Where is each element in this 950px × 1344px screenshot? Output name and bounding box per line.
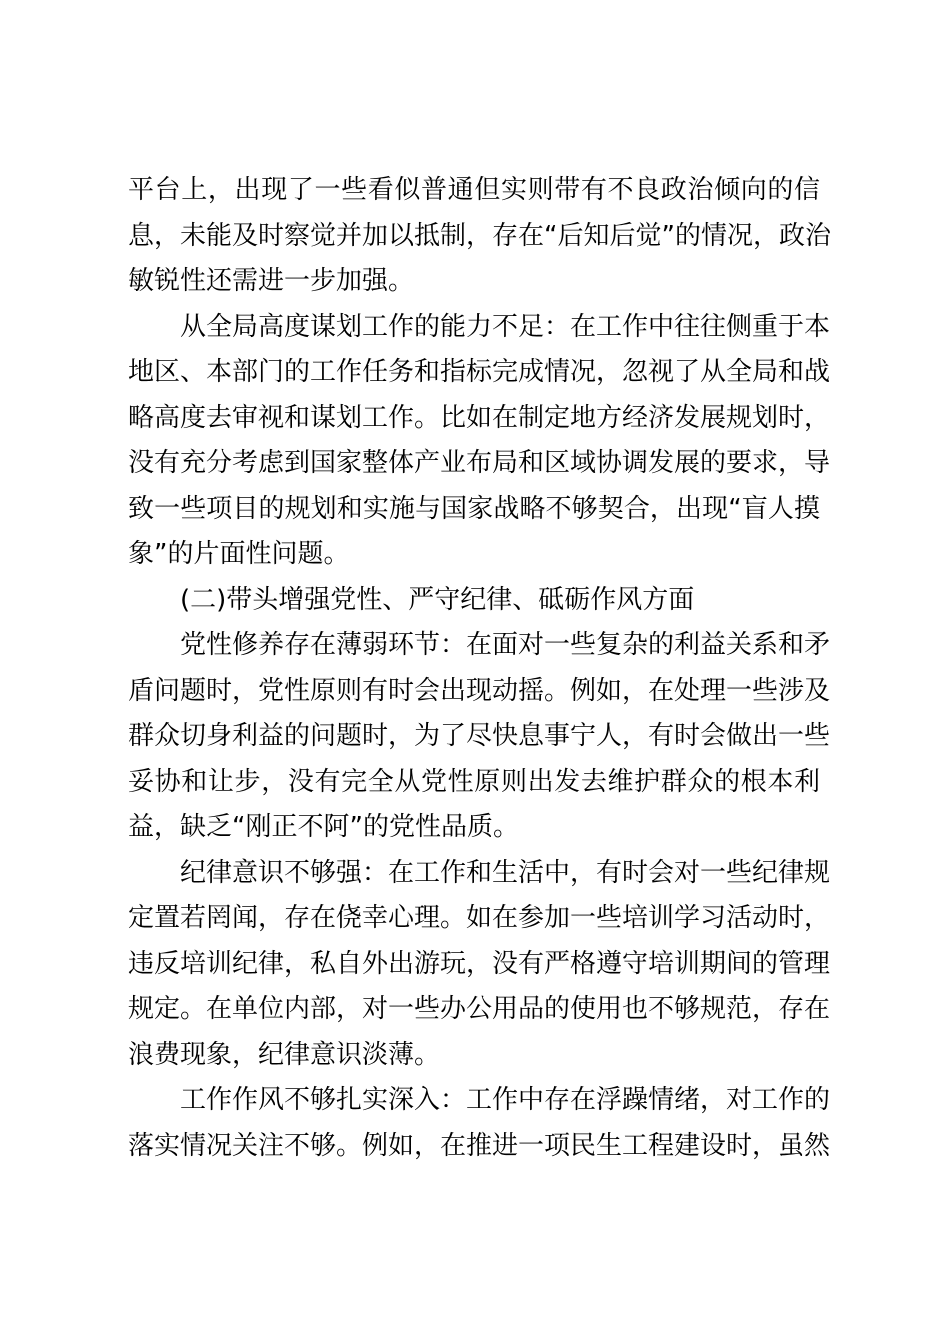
text-line: 违反培训纪律，私自外出游玩，没有严格遵守培训期间的管理: [128, 948, 831, 979]
text-line: 敏锐性还需进一步加强。: [128, 266, 415, 296]
text-line: 从全局高度谋划工作的能力不足：在工作中往往侧重于本: [180, 311, 831, 342]
paragraph-discipline: [128, 851, 831, 1079]
text-line: 纪律意识不够强：在工作和生活中，有时会对一些纪律规: [180, 857, 831, 888]
text-line: 工作作风不够扎实深入：工作中存在浮躁情绪，对工作的: [180, 1085, 831, 1115]
document-body: [128, 168, 831, 1169]
text-line: 浪费现象，纪律意识淡薄。: [128, 1039, 441, 1070]
heading-text: (二)带头增强党性、严守纪律、砥砺作风方面: [180, 584, 695, 615]
text-line: 地区、本部门的工作任务和指标完成情况，忽视了从全局和战: [128, 357, 831, 387]
text-line: 定置若罔闻，存在侥幸心理。如在参加一些培训学习活动时，: [128, 903, 831, 933]
text-line: 平台上，出现了一些看似普通但实则带有不良政治倾向的信: [128, 175, 820, 205]
paragraph-party-spirit: [128, 623, 831, 851]
text-line: 略高度去审视和谋划工作。比如在制定地方经济发展规划时，: [128, 402, 831, 433]
text-line: 盾问题时，党性原则有时会出现动摇。例如，在处理一些涉及: [128, 675, 831, 706]
text-line: 规定。在单位内部，对一些办公用品的使用也不够规范，存在: [128, 994, 831, 1024]
text-line: 党性修养存在薄弱环节：在面对一些复杂的利益关系和矛: [180, 630, 831, 660]
section-heading: [128, 578, 820, 624]
text-line: 息，未能及时察觉并加以抵制，存在“后知后觉”的情况，政治: [128, 220, 831, 251]
paragraph-work-style: [128, 1078, 831, 1169]
text-line: 没有充分考虑到国家整体产业布局和区域协调发展的要求，导: [128, 448, 831, 478]
text-line: 群众切身利益的问题时，为了尽快息事宁人，有时会做出一些: [128, 721, 831, 751]
text-line: 益，缺乏“刚正不阿”的党性品质。: [128, 812, 519, 842]
paragraph-overall-planning: [128, 305, 831, 578]
text-line: 象”的片面性问题。: [128, 539, 350, 569]
text-line: 致一些项目的规划和实施与国家战略不够契合，出现“盲人摸: [128, 493, 820, 524]
paragraph-political-sensitivity: [128, 168, 831, 305]
text-line: 妥协和让步，没有完全从党性原则出发去维护群众的根本利: [128, 766, 820, 797]
text-line: 落实情况关注不够。例如，在推进一项民生工程建设时，虽然: [128, 1130, 831, 1161]
